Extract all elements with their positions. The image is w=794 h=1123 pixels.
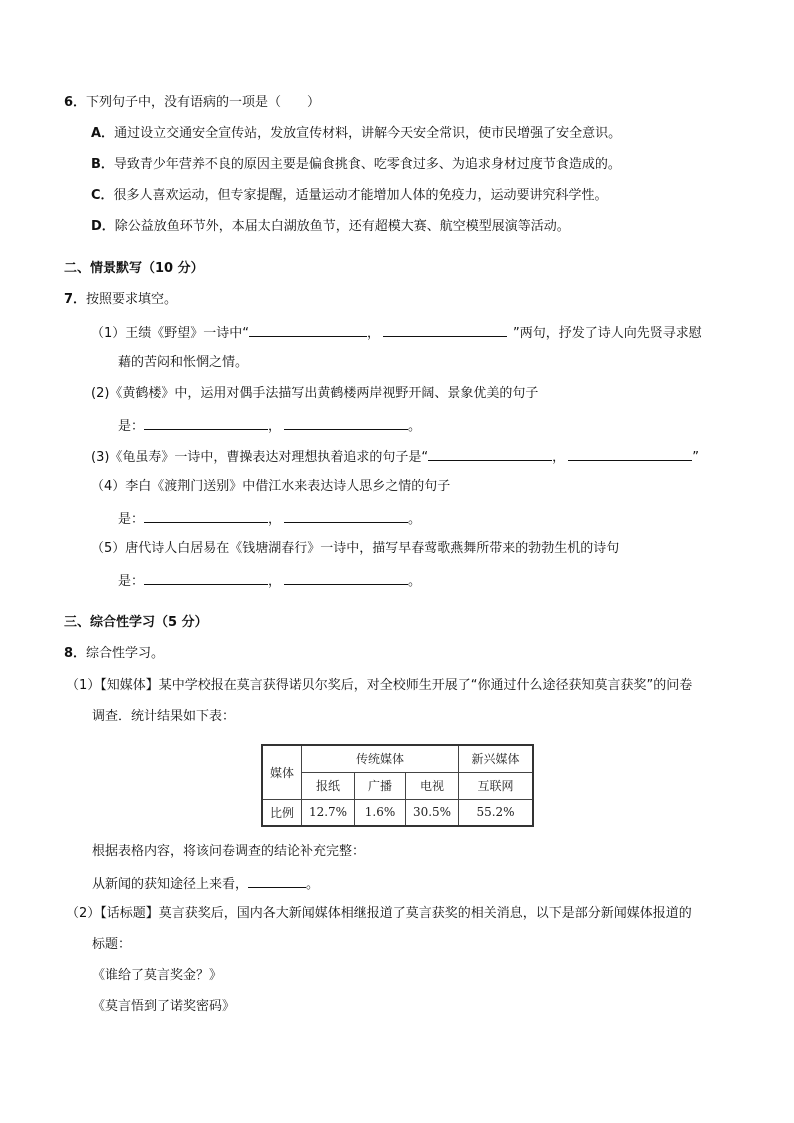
item-7-5 bbox=[91, 540, 619, 558]
item-7-3 bbox=[91, 447, 699, 467]
option-text: 导致青少年营养不良的原因主要是偏食挑食、吃零食过多、为追求身材过度节食造成的。 bbox=[113, 157, 621, 172]
terminator: 。 bbox=[408, 512, 422, 527]
part-8-2-continued: 标题： bbox=[92, 937, 132, 952]
table-cell: 传统媒体 bbox=[302, 745, 459, 772]
item-text: 《龟虽寿》一诗中，曹操表达对理想执着追求的句子是“ bbox=[109, 450, 429, 465]
option-text: 很多人喜欢运动，但专家提醒，适量运动才能增加人体的免疫力，运动要讲究科学性。 bbox=[113, 188, 608, 203]
part-8-2 bbox=[66, 905, 692, 923]
part-text: 【话标题】莫言获奖后，国内各大新闻媒体相继报道了莫言获奖的相关消息，以下是部分新闻媒体报道的 bbox=[100, 906, 692, 921]
table-cell: 1.6% bbox=[355, 799, 406, 826]
item-label: (3) bbox=[91, 450, 110, 465]
separator: ， bbox=[268, 574, 282, 589]
answer-blank[interactable] bbox=[383, 323, 507, 337]
table-cell: 30.5% bbox=[406, 799, 459, 826]
separator: ， bbox=[367, 326, 381, 341]
part-label: （1） bbox=[66, 678, 101, 693]
option-text: 除公益放鱼环节外，本届太白湖放鱼节，还有超模大赛、航空模型展演等活动。 bbox=[114, 219, 570, 234]
answer-blank[interactable] bbox=[144, 416, 268, 430]
terminator: 。 bbox=[408, 419, 422, 434]
table-cell: 55.2% bbox=[459, 799, 534, 826]
table-cell: 互联网 bbox=[459, 772, 534, 799]
answer-blank[interactable] bbox=[568, 447, 692, 461]
table-cell: 新兴媒体 bbox=[459, 745, 534, 772]
answer-blank[interactable] bbox=[284, 416, 408, 430]
item-label: （5） bbox=[91, 541, 126, 556]
part-8-1-continued: 调查．统计结果如下表： bbox=[92, 709, 236, 724]
item-label: （1） bbox=[91, 326, 126, 341]
answer-blank[interactable] bbox=[428, 447, 552, 461]
conclusion-line bbox=[92, 874, 319, 894]
option-label: A． bbox=[91, 126, 115, 141]
item-7-1 bbox=[91, 323, 702, 343]
section-heading-2: 二、情景默写（10 分） bbox=[64, 261, 204, 276]
terminator: 。 bbox=[306, 877, 320, 892]
item-7-5-answer bbox=[118, 571, 421, 591]
question-number: 6． bbox=[64, 95, 87, 110]
terminator: ” bbox=[692, 450, 699, 465]
item-7-2-answer bbox=[118, 416, 421, 436]
question-text: 综合性学习。 bbox=[86, 646, 165, 661]
question-number: 8． bbox=[64, 646, 87, 661]
answer-blank[interactable] bbox=[284, 509, 408, 523]
item-text: 《黄鹤楼》中，运用对偶手法描写出黄鹤楼两岸视野开阔、景象优美的句子 bbox=[109, 386, 539, 401]
option-label: B． bbox=[91, 157, 114, 172]
answer-prefix: 是： bbox=[118, 574, 145, 589]
table-cell: 报纸 bbox=[302, 772, 355, 799]
item-label: （4） bbox=[91, 479, 126, 494]
option-text: 通过设立交通安全宣传站，发放宣传材料，讲解今天安全常识，使市民增强了安全意识。 bbox=[114, 126, 622, 141]
answer-blank[interactable] bbox=[144, 571, 268, 585]
part-label: （2） bbox=[66, 906, 101, 921]
answer-blank[interactable] bbox=[249, 323, 367, 337]
option-d[interactable] bbox=[91, 218, 570, 236]
headline-1: 《谁给了莫言奖金？》 bbox=[92, 968, 223, 983]
answer-blank[interactable] bbox=[144, 509, 268, 523]
part-8-1 bbox=[66, 677, 692, 695]
item-7-2 bbox=[91, 385, 538, 403]
answer-prefix: 是： bbox=[118, 512, 145, 527]
item-text: 李白《渡荆门送别》中借江水来表达诗人思乡之情的句子 bbox=[125, 479, 451, 494]
question-number: 7． bbox=[64, 292, 87, 307]
answer-blank[interactable] bbox=[284, 571, 408, 585]
table-instruction: 根据表格内容，将该问卷调查的结论补充完整： bbox=[92, 844, 366, 859]
part-text: 【知媒体】某中学校报在莫言获得诺贝尔奖后，对全校师生开展了“你通过什么途径获知莫言获奖”的问卷 bbox=[100, 678, 693, 693]
answer-blank[interactable] bbox=[248, 874, 306, 888]
question-text: 按照要求填空。 bbox=[86, 292, 178, 307]
item-text: 王绩《野望》一诗中“ bbox=[125, 326, 250, 341]
option-b[interactable] bbox=[91, 156, 621, 174]
question-6-stem bbox=[64, 94, 320, 112]
table-cell: 12.7% bbox=[302, 799, 355, 826]
separator: ， bbox=[268, 512, 282, 527]
question-8-stem bbox=[64, 645, 164, 663]
table-cell: 比例 bbox=[262, 799, 302, 826]
separator: ， bbox=[268, 419, 282, 434]
headline-2: 《莫言悟到了诺奖密码》 bbox=[92, 999, 236, 1014]
item-label: (2) bbox=[91, 386, 110, 401]
item-7-4 bbox=[91, 478, 450, 496]
question-7-stem bbox=[64, 291, 177, 309]
answer-prefix: 是： bbox=[118, 419, 145, 434]
section-heading-3: 三、综合性学习（5 分） bbox=[64, 615, 208, 630]
terminator: 。 bbox=[408, 574, 422, 589]
item-7-1-continued: 藉的苦闷和怅惘之情。 bbox=[118, 355, 249, 370]
table-cell: 媒体 bbox=[262, 745, 302, 799]
question-text: 下列句子中，没有语病的一项是（ ） bbox=[86, 95, 321, 110]
option-a[interactable] bbox=[91, 125, 621, 143]
option-label: D． bbox=[91, 219, 115, 234]
option-c[interactable] bbox=[91, 187, 608, 205]
table-cell: 电视 bbox=[406, 772, 459, 799]
separator: ， bbox=[552, 450, 566, 465]
item-text: ”两句，抒发了诗人向先贤寻求慰 bbox=[513, 326, 702, 341]
conclusion-text: 从新闻的获知途径上来看， bbox=[92, 877, 249, 892]
item-7-4-answer bbox=[118, 509, 421, 529]
table-cell: 广播 bbox=[355, 772, 406, 799]
option-label: C． bbox=[91, 188, 114, 203]
item-text: 唐代诗人白居易在《钱塘湖春行》一诗中，描写早春莺歌燕舞所带来的勃勃生机的诗句 bbox=[125, 541, 620, 556]
media-survey-table bbox=[261, 744, 534, 827]
